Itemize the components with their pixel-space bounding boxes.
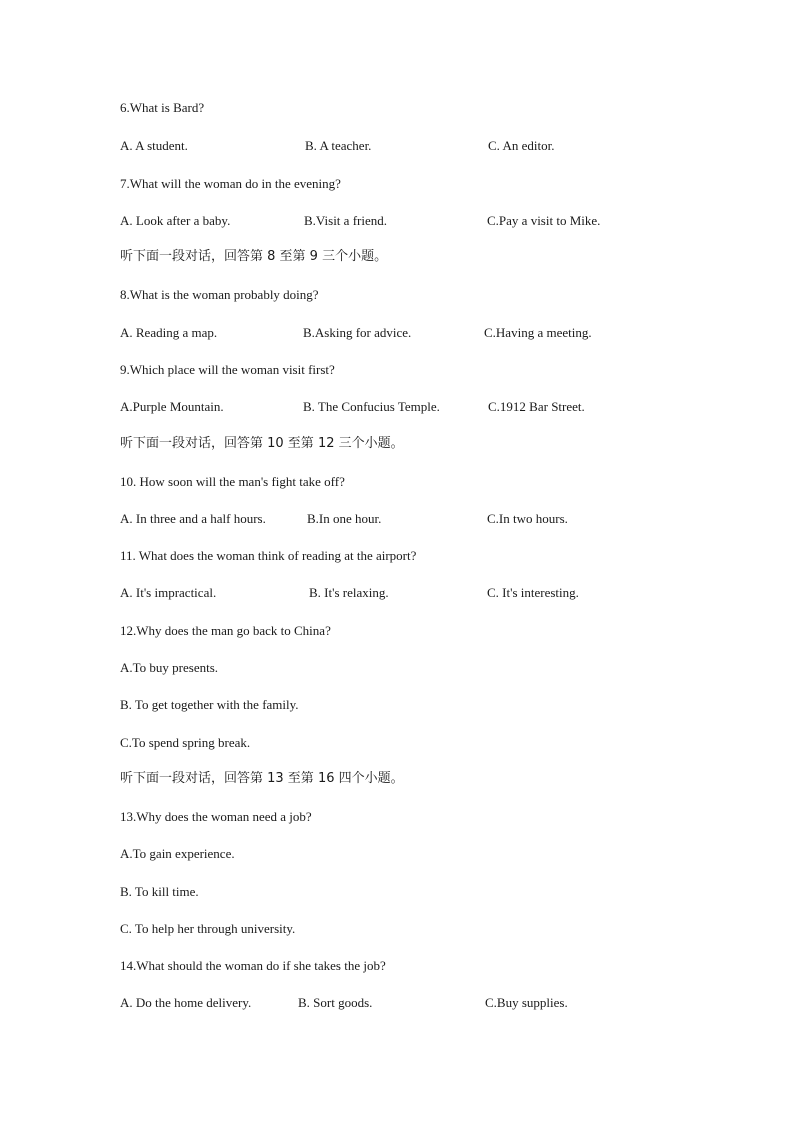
- question-14-option-b: B. Sort goods.: [298, 995, 373, 1010]
- question-12-option-b: B. To get together with the family.: [120, 697, 299, 712]
- question-14-option-c: C.Buy supplies.: [485, 995, 568, 1010]
- question-7-option-a: A. Look after a baby.: [120, 213, 231, 228]
- question-10-option-c: C.In two hours.: [487, 511, 568, 526]
- question-13-option-a: A.To gain experience.: [120, 846, 235, 861]
- question-7-stem: 7.What will the woman do in the evening?: [120, 176, 341, 191]
- question-8-option-a: A. Reading a map.: [120, 325, 218, 340]
- question-12-stem: 12.Why does the man go back to China?: [120, 623, 331, 638]
- question-9-stem: 9.Which place will the woman visit first?: [120, 362, 335, 377]
- question-6-option-c: C. An editor.: [488, 138, 555, 153]
- question-12-option-a: A.To buy presents.: [120, 660, 219, 675]
- question-7-option-b: B.Visit a friend.: [304, 213, 387, 228]
- question-13-option-b: B. To kill time.: [120, 884, 199, 899]
- question-12-option-c: C.To spend spring break.: [120, 735, 251, 750]
- question-13-stem: 13.Why does the woman need a job?: [120, 809, 312, 824]
- question-8-option-c: C.Having a meeting.: [484, 325, 592, 340]
- section-heading-13-16: 听下面一段对话，回答第 13 至第 16 四个小题。: [120, 771, 404, 786]
- question-10-stem: 10. How soon will the man's fight take off?: [120, 474, 345, 489]
- question-13-option-c: C. To help her through university.: [120, 921, 296, 936]
- question-9-option-b: B. The Confucius Temple.: [303, 399, 440, 414]
- question-7-option-c: C.Pay a visit to Mike.: [487, 213, 601, 228]
- question-10-option-b: B.In one hour.: [307, 511, 382, 526]
- question-11-option-a: A. It's impractical.: [120, 585, 217, 600]
- question-11-stem: 11. What does the woman think of reading at the airport?: [120, 548, 417, 563]
- question-11-option-c: C. It's interesting.: [487, 585, 579, 600]
- question-9-option-c: C.1912 Bar Street.: [488, 399, 585, 414]
- question-8-stem: 8.What is the woman probably doing?: [120, 287, 319, 302]
- question-11-option-b: B. It's relaxing.: [309, 585, 389, 600]
- section-heading-10-12: 听下面一段对话，回答第 10 至第 12 三个小题。: [120, 436, 404, 451]
- question-9-option-a: A.Purple Mountain.: [120, 399, 224, 414]
- question-6-option-b: B. A teacher.: [305, 138, 372, 153]
- question-14-option-a: A. Do the home delivery.: [120, 995, 252, 1010]
- question-6-option-a: A. A student.: [120, 138, 188, 153]
- question-6-stem: 6.What is Bard?: [120, 100, 205, 115]
- question-8-option-b: B.Asking for advice.: [303, 325, 412, 340]
- section-heading-8-9: 听下面一段对话，回答第 8 至第 9 三个小题。: [120, 249, 388, 264]
- question-10-option-a: A. In three and a half hours.: [120, 511, 266, 526]
- question-14-stem: 14.What should the woman do if she takes the job?: [120, 958, 386, 973]
